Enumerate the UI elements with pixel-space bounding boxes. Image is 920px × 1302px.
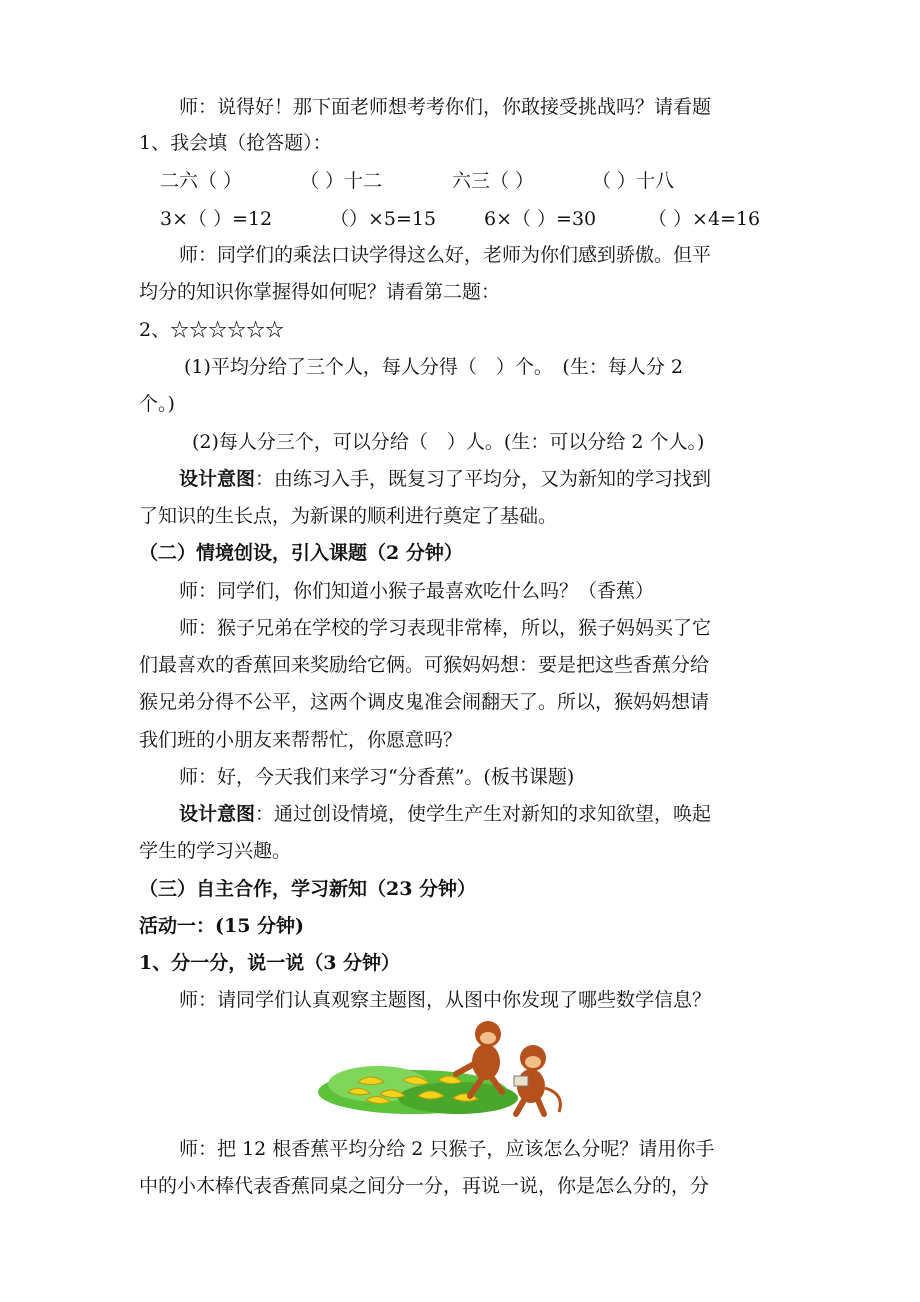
teacher-line: 师：同学们，你们知道小猴子最喜欢吃什么吗？（香蕉） bbox=[179, 580, 655, 602]
section-heading-2: （二）情境创设，引入课题（2 分钟） bbox=[139, 542, 463, 564]
teacher-line-2: 师：同学们的乘法口诀学得这么好，老师为你们感到骄傲。但平 bbox=[179, 244, 712, 266]
design-intent-label: 设计意图 bbox=[179, 803, 256, 825]
fill-item: 二六（ ） bbox=[160, 170, 243, 192]
fill-item: 3×（ ）=12 bbox=[160, 208, 273, 230]
design-intent-text: ：由练习入手，既复习了平均分，又为新知的学习找到 bbox=[255, 468, 712, 490]
paragraph-line: 中的小木棒代表香蕉同桌之间分一分，再说一说，你是怎么分的，分 bbox=[139, 1175, 710, 1197]
paragraph-line: 我们班的小朋友来帮帮忙，你愿意吗？ bbox=[139, 729, 463, 751]
exercise-2-heading: 2、☆☆☆☆☆☆ bbox=[139, 319, 285, 341]
design-intent-text: ：通过创设情境，使学生产生对新知的求知欲望，唤起 bbox=[255, 803, 712, 825]
paragraph-line: 均分的知识你掌握得如何呢？请看第二题： bbox=[139, 281, 501, 303]
paragraph-line: 猴兄弟分得不公平，这两个调皮鬼准会闹翻天了。所以，猴妈妈想请 bbox=[139, 691, 710, 713]
exercise-2-item-1: (1)平均分给了三个人，每人分得（ ）个。 (生：每人分 2 bbox=[184, 356, 683, 378]
teacher-line-1: 师：说得好！那下面老师想考考你们，你敢接受挑战吗？请看题 bbox=[179, 96, 712, 118]
fill-item: （ ）×4=16 bbox=[648, 208, 761, 230]
monkeys-bananas-illustration bbox=[318, 1014, 588, 1118]
paragraph-line: 们最喜欢的香蕉回来奖励给它俩。可猴妈妈想：要是把这些香蕉分给 bbox=[139, 654, 710, 676]
teacher-line: 师：猴子兄弟在学校的学习表现非常棒，所以，猴子妈妈买了它 bbox=[179, 617, 712, 639]
activity-heading: 活动一：(15 分钟) bbox=[139, 915, 305, 937]
section-heading-3: （三）自主合作，学习新知（23 分钟） bbox=[139, 878, 477, 900]
teacher-line: 师：把 12 根香蕉平均分给 2 只猴子，应该怎么分呢？请用你手 bbox=[179, 1138, 715, 1160]
fill-item: （ ）十二 bbox=[300, 170, 383, 192]
design-intent-line bbox=[179, 466, 711, 492]
fill-item: 六三（ ） bbox=[452, 170, 535, 192]
fill-item: （）×5=15 bbox=[330, 208, 437, 230]
exercise-1-heading: 1、我会填（抢答题）： bbox=[139, 132, 332, 154]
teacher-line: 师：请同学们认真观察主题图，从图中你发现了哪些数学信息？ bbox=[179, 989, 712, 1011]
paragraph-line: 了知识的生长点，为新课的顺利进行奠定了基础。 bbox=[139, 505, 558, 527]
exercise-2-item-2: (2)每人分三个，可以分给（ ）人。(生：可以分给 2 个人。) bbox=[192, 431, 705, 453]
design-intent-label: 设计意图 bbox=[179, 468, 256, 490]
fill-item: （ ）十八 bbox=[592, 170, 675, 192]
monkey-2-icon bbox=[514, 1045, 560, 1114]
fill-item: 6×（ ）=30 bbox=[484, 208, 597, 230]
subsection-heading: 1、分一分，说一说（3 分钟） bbox=[139, 952, 401, 974]
paragraph-line: 个。) bbox=[139, 393, 175, 415]
paragraph-line: 学生的学习兴趣。 bbox=[139, 840, 292, 862]
design-intent-line bbox=[179, 801, 711, 827]
teacher-line: 师：好，今天我们来学习“分香蕉”。(板书课题) bbox=[179, 766, 575, 788]
